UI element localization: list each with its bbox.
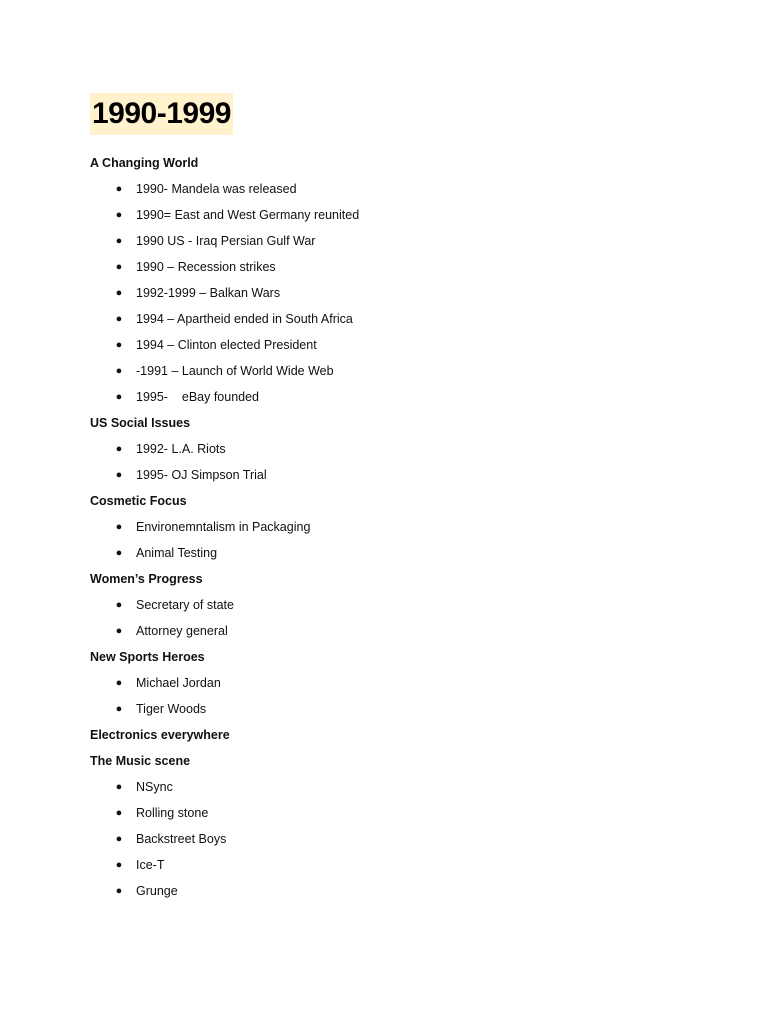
bullet-dot-icon: ● — [115, 391, 123, 403]
list-item — [90, 462, 730, 488]
bullet-dot-icon: ● — [115, 547, 123, 559]
list-item-text: 1990- Mandela was released — [136, 182, 297, 196]
section-new-sports-heroes — [90, 644, 730, 722]
bullet-dot-icon: ● — [115, 703, 123, 715]
bullet-dot-icon: ● — [115, 183, 123, 195]
bullet-dot-icon: ● — [115, 339, 123, 351]
bullet-list — [90, 176, 730, 410]
section-electronics-everywhere — [90, 722, 730, 748]
list-item-text: Grunge — [136, 884, 178, 898]
list-item-text: Secretary of state — [136, 598, 234, 612]
list-item — [90, 592, 730, 618]
list-item — [90, 384, 730, 410]
list-item-text: 1992- L.A. Riots — [136, 442, 226, 456]
list-item-text: 1994 – Clinton elected President — [136, 338, 317, 352]
bullet-list — [90, 592, 730, 644]
section-heading: New Sports Heroes — [90, 650, 205, 664]
list-item — [90, 696, 730, 722]
bullet-list — [90, 774, 730, 904]
bullet-dot-icon: ● — [115, 469, 123, 481]
section-a-changing-world — [90, 150, 730, 410]
list-item-text: 1990 – Recession strikes — [136, 260, 276, 274]
list-item-text: Rolling stone — [136, 806, 209, 820]
section-heading: A Changing World — [90, 156, 199, 170]
bullet-dot-icon: ● — [115, 365, 123, 377]
section-heading: US Social Issues — [90, 416, 191, 430]
bullet-dot-icon: ● — [115, 599, 123, 611]
list-item — [90, 176, 730, 202]
list-item — [90, 280, 730, 306]
list-item — [90, 540, 730, 566]
list-item-text: 1995- OJ Simpson Trial — [136, 468, 267, 482]
list-item-text: NSync — [136, 780, 173, 794]
list-item — [90, 332, 730, 358]
list-item — [90, 618, 730, 644]
list-item-text: 1995- eBay founded — [136, 390, 260, 404]
bullet-dot-icon: ● — [115, 859, 123, 871]
list-item-text: Attorney general — [136, 624, 228, 638]
bullet-dot-icon: ● — [115, 261, 123, 273]
document-body — [90, 150, 730, 904]
list-item-text: Animal Testing — [136, 546, 218, 560]
list-item-text: -1991 – Launch of World Wide Web — [136, 364, 334, 378]
list-item — [90, 670, 730, 696]
bullet-list — [90, 670, 730, 722]
bullet-dot-icon: ● — [115, 443, 123, 455]
list-item — [90, 774, 730, 800]
section-us-social-issues — [90, 410, 730, 488]
list-item — [90, 228, 730, 254]
list-item-text: 1990= East and West Germany reunited — [136, 208, 360, 222]
list-item — [90, 878, 730, 904]
bullet-dot-icon: ● — [115, 521, 123, 533]
list-item — [90, 202, 730, 228]
list-item — [90, 306, 730, 332]
list-item-text: 1990 US - Iraq Persian Gulf War — [136, 234, 316, 248]
list-item-text: Backstreet Boys — [136, 832, 227, 846]
list-item — [90, 514, 730, 540]
list-item-text: Tiger Woods — [136, 702, 207, 716]
section-heading: Cosmetic Focus — [90, 494, 187, 508]
list-item — [90, 852, 730, 878]
list-item — [90, 436, 730, 462]
bullet-dot-icon: ● — [115, 625, 123, 637]
section-heading: The Music scene — [90, 754, 191, 768]
list-item-text: Environemntalism in Packaging — [136, 520, 311, 534]
list-item-text: 1994 – Apartheid ended in South Africa — [136, 312, 353, 326]
bullet-dot-icon: ● — [115, 235, 123, 247]
bullet-dot-icon: ● — [115, 807, 123, 819]
list-item-text: Ice-T — [136, 858, 165, 872]
section-heading: Electronics everywhere — [90, 728, 230, 742]
bullet-list — [90, 514, 730, 566]
bullet-dot-icon: ● — [115, 209, 123, 221]
bullet-dot-icon: ● — [115, 677, 123, 689]
bullet-dot-icon: ● — [115, 833, 123, 845]
list-item — [90, 800, 730, 826]
section-heading: Women’s Progress — [90, 572, 203, 586]
bullet-dot-icon: ● — [115, 885, 123, 897]
list-item — [90, 358, 730, 384]
page-title: 1990-1999 — [90, 93, 233, 135]
section-womens-progress — [90, 566, 730, 644]
bullet-dot-icon: ● — [115, 287, 123, 299]
list-item-text: 1992-1999 – Balkan Wars — [136, 286, 281, 300]
list-item — [90, 826, 730, 852]
bullet-list — [90, 436, 730, 488]
list-item-text: Michael Jordan — [136, 676, 221, 690]
section-cosmetic-focus — [90, 488, 730, 566]
bullet-dot-icon: ● — [115, 313, 123, 325]
section-the-music-scene — [90, 748, 730, 904]
bullet-dot-icon: ● — [115, 781, 123, 793]
list-item — [90, 254, 730, 280]
